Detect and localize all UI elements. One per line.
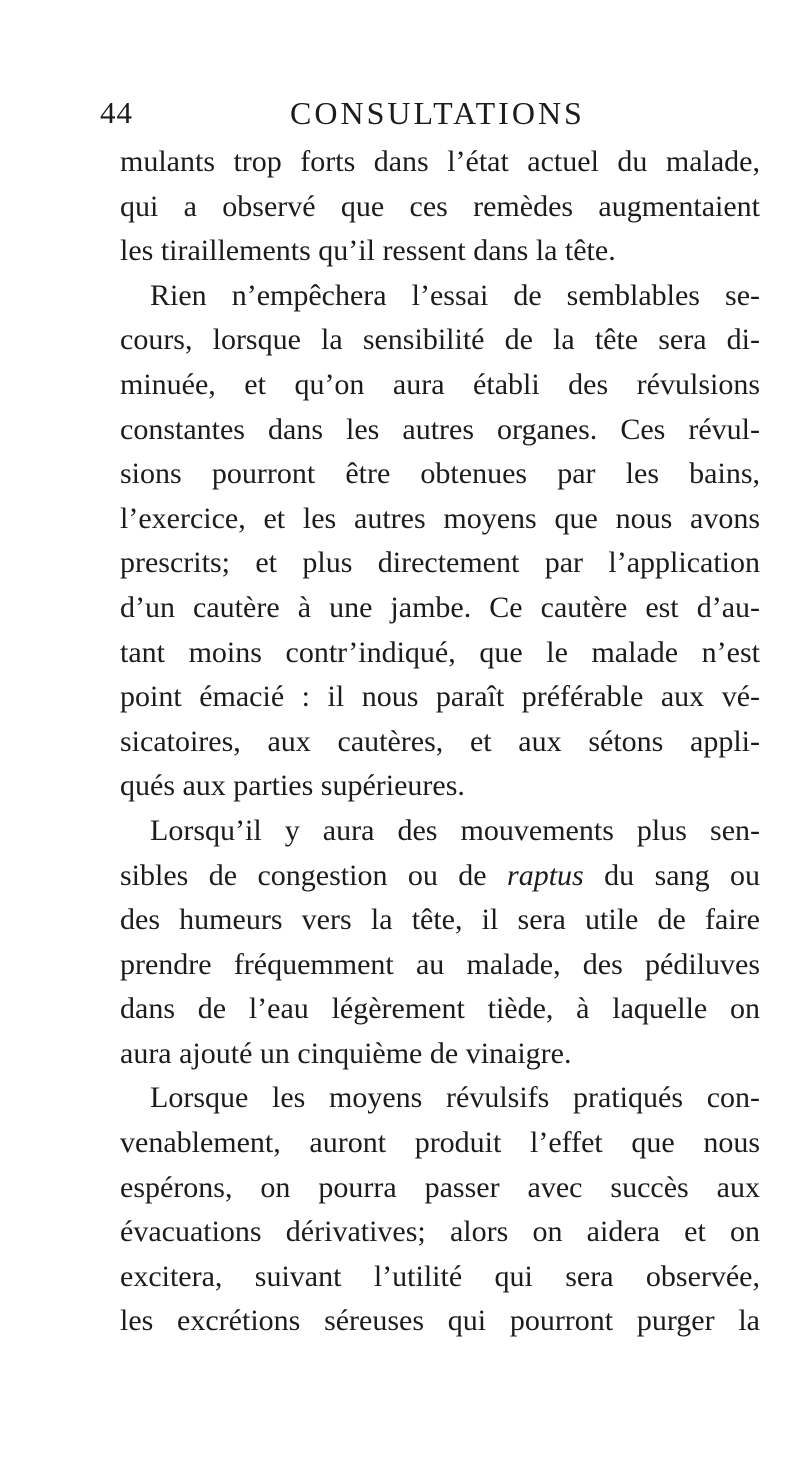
running-head: CONSULTATIONS	[290, 95, 585, 131]
text-line: tant moins contr’indiqué, que le malade n’est	[120, 635, 760, 669]
page-number: 44	[100, 95, 133, 130]
text-line: venablement, auront produit l’effet que nous	[120, 1126, 760, 1160]
text-line: sions pourront être obtenues par les bains,	[120, 457, 760, 491]
text-line: l’exercice, et les autres moyens que nous avons	[120, 501, 760, 535]
text-line: d’un cautère à une jambe. Ce cautère est d’au-	[120, 590, 760, 624]
italic-term: raptus	[507, 858, 584, 892]
text-line: cours, lorsque la sensibilité de la tête sera di-	[120, 323, 760, 357]
text-line: Lorsque les moyens révulsifs pratiqués con-	[150, 1081, 760, 1115]
text-line: point émacié : il nous paraît préférable aux vé-	[120, 680, 760, 714]
text-line: constantes dans les autres organes. Ces révul-	[120, 412, 760, 446]
text-line	[120, 854, 760, 899]
text-line: excitera, suivant l’utilité qui sera observée,	[120, 1259, 760, 1293]
text-line: les tiraillements qu’il ressent dans la tête.	[120, 234, 616, 268]
text-line: minuée, et qu’on aura établi des révulsions	[120, 367, 760, 401]
text-line: prendre fréquemment au malade, des pédiluves	[120, 947, 760, 981]
text-line: évacuations dérivatives; alors on aidera et on	[120, 1215, 760, 1249]
text-line: qués aux parties supérieures.	[120, 769, 465, 803]
text-line: dans de l’eau légèrement tiède, à laquelle on	[120, 992, 760, 1026]
text-line: Lorsqu’il y aura des mouvements plus sen-	[150, 813, 760, 847]
body-text	[120, 140, 760, 1344]
text-segment: du sang ou	[583, 858, 760, 892]
text-line: aura ajouté un cinquième de vinaigre.	[120, 1036, 572, 1070]
text-line: espérons, on pourra passer avec succès aux	[120, 1170, 760, 1204]
text-line: qui a observé que ces remèdes augmentaient	[120, 189, 760, 223]
text-line: des humeurs vers la tête, il sera utile de faire	[120, 903, 760, 937]
text-segment: sibles de congestion ou de	[120, 858, 508, 892]
text-line: mulants trop forts dans l’état actuel du malade,	[120, 145, 760, 178]
text-line: prescrits; et plus directement par l’application	[120, 546, 760, 580]
text-line: les excrétions séreuses qui pourront purger la	[120, 1304, 760, 1338]
text-line: sicatoires, aux cautères, et aux sétons appli-	[120, 724, 760, 758]
text-line: Rien n’empêchera l’essai de semblables se-	[150, 278, 760, 312]
page-header	[100, 95, 740, 135]
